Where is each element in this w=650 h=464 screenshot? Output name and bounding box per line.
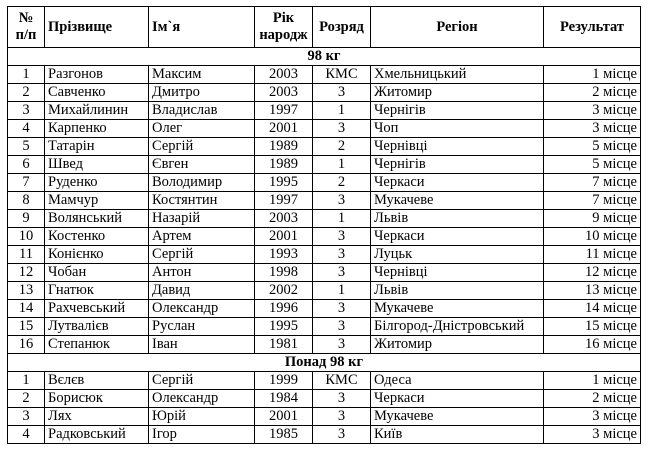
row-result: 11 місце [544, 246, 641, 264]
row-birth-year: 1984 [255, 390, 313, 408]
row-result: 5 місце [544, 156, 641, 174]
results-table-wrapper [7, 6, 641, 444]
row-result: 1 місце [544, 66, 641, 84]
results-table [7, 6, 641, 444]
row-name: Юрій [149, 408, 255, 426]
header-name: Ім`я [149, 7, 255, 48]
table-row [8, 282, 641, 300]
table-row [8, 84, 641, 102]
row-birth-year: 1993 [255, 246, 313, 264]
header-year [255, 7, 313, 48]
row-region: Хмельницький [371, 66, 544, 84]
row-region: Черкаси [371, 174, 544, 192]
row-surname: Рахчевський [45, 300, 149, 318]
row-surname: Швед [45, 156, 149, 174]
row-birth-year: 2003 [255, 66, 313, 84]
section-header-row [8, 48, 641, 66]
row-number: 3 [8, 102, 45, 120]
row-birth-year: 1997 [255, 102, 313, 120]
row-result: 10 місце [544, 228, 641, 246]
row-name: Сергій [149, 246, 255, 264]
row-birth-year: 1995 [255, 318, 313, 336]
row-number: 1 [8, 372, 45, 390]
row-name: Іван [149, 336, 255, 354]
row-surname: Лутвалієв [45, 318, 149, 336]
row-result: 3 місце [544, 120, 641, 138]
header-year-line1: Рік [272, 10, 295, 26]
header-rank: Розряд [313, 7, 371, 48]
row-surname: Вєлєв [45, 372, 149, 390]
row-surname: Костенко [45, 228, 149, 246]
row-region: Львів [371, 282, 544, 300]
row-region: Чернігів [371, 156, 544, 174]
table-row [8, 336, 641, 354]
table-row [8, 210, 641, 228]
row-number: 4 [8, 120, 45, 138]
row-region: Мукачеве [371, 300, 544, 318]
row-surname: Руденко [45, 174, 149, 192]
table-row [8, 390, 641, 408]
row-surname: Гнатюк [45, 282, 149, 300]
row-birth-year: 2001 [255, 228, 313, 246]
row-result: 14 місце [544, 300, 641, 318]
row-name: Давид [149, 282, 255, 300]
row-rank: 3 [313, 246, 371, 264]
row-region: Львів [371, 210, 544, 228]
row-rank: 1 [313, 282, 371, 300]
row-number: 2 [8, 390, 45, 408]
row-result: 7 місце [544, 192, 641, 210]
row-number: 3 [8, 408, 45, 426]
header-number [8, 7, 45, 48]
row-birth-year: 2003 [255, 84, 313, 102]
row-surname: Борисюк [45, 390, 149, 408]
row-region: Чоп [371, 120, 544, 138]
section-header-row [8, 354, 641, 372]
table-row [8, 66, 641, 84]
row-birth-year: 1989 [255, 138, 313, 156]
row-region: Житомир [371, 336, 544, 354]
row-region: Білгород-Дністровський [371, 318, 544, 336]
row-surname: Лях [45, 408, 149, 426]
row-result: 5 місце [544, 138, 641, 156]
section-title: 98 кг [8, 48, 641, 66]
row-rank: 3 [313, 264, 371, 282]
row-region: Київ [371, 426, 544, 444]
row-rank: КМС [313, 66, 371, 84]
row-result: 12 місце [544, 264, 641, 282]
row-number: 5 [8, 138, 45, 156]
row-birth-year: 1999 [255, 372, 313, 390]
table-body [8, 48, 641, 444]
table-row [8, 372, 641, 390]
row-name: Руслан [149, 318, 255, 336]
row-number: 10 [8, 228, 45, 246]
row-result: 1 місце [544, 372, 641, 390]
row-birth-year: 1981 [255, 336, 313, 354]
table-row [8, 228, 641, 246]
row-rank: 2 [313, 174, 371, 192]
table-row [8, 318, 641, 336]
row-name: Сергій [149, 138, 255, 156]
row-surname: Радковський [45, 426, 149, 444]
row-rank: 1 [313, 156, 371, 174]
row-region: Чернівці [371, 138, 544, 156]
row-surname: Конієнко [45, 246, 149, 264]
header-result: Результат [544, 7, 641, 48]
table-row [8, 120, 641, 138]
table-row [8, 426, 641, 444]
row-rank: 3 [313, 120, 371, 138]
row-rank: 3 [313, 408, 371, 426]
table-header [8, 7, 641, 48]
row-name: Володимир [149, 174, 255, 192]
row-result: 3 місце [544, 426, 641, 444]
row-birth-year: 1995 [255, 174, 313, 192]
row-name: Олег [149, 120, 255, 138]
row-number: 6 [8, 156, 45, 174]
row-rank: 3 [313, 426, 371, 444]
row-number: 7 [8, 174, 45, 192]
row-region: Чернігів [371, 102, 544, 120]
header-region: Регіон [371, 7, 544, 48]
header-row [8, 7, 641, 48]
row-number: 14 [8, 300, 45, 318]
row-number: 2 [8, 84, 45, 102]
row-result: 3 місце [544, 102, 641, 120]
row-number: 16 [8, 336, 45, 354]
table-row [8, 408, 641, 426]
row-number: 12 [8, 264, 45, 282]
row-birth-year: 1998 [255, 264, 313, 282]
row-birth-year: 2001 [255, 120, 313, 138]
row-rank: 1 [313, 210, 371, 228]
row-rank: 3 [313, 300, 371, 318]
row-name: Олександр [149, 390, 255, 408]
row-name: Максим [149, 66, 255, 84]
row-surname: Разгонов [45, 66, 149, 84]
row-region: Черкаси [371, 228, 544, 246]
row-result: 13 місце [544, 282, 641, 300]
row-birth-year: 2001 [255, 408, 313, 426]
row-number: 9 [8, 210, 45, 228]
row-number: 13 [8, 282, 45, 300]
row-region: Чернівці [371, 264, 544, 282]
table-row [8, 192, 641, 210]
row-rank: 3 [313, 318, 371, 336]
row-number: 11 [8, 246, 45, 264]
row-birth-year: 2003 [255, 210, 313, 228]
row-name: Євген [149, 156, 255, 174]
row-rank: 3 [313, 84, 371, 102]
row-name: Костянтин [149, 192, 255, 210]
row-birth-year: 2002 [255, 282, 313, 300]
table-row [8, 102, 641, 120]
row-region: Мукачеве [371, 408, 544, 426]
row-name: Антон [149, 264, 255, 282]
row-surname: Волянський [45, 210, 149, 228]
row-name: Артем [149, 228, 255, 246]
row-number: 15 [8, 318, 45, 336]
row-surname: Михайлинин [45, 102, 149, 120]
row-number: 1 [8, 66, 45, 84]
row-number: 8 [8, 192, 45, 210]
row-result: 15 місце [544, 318, 641, 336]
row-birth-year: 1989 [255, 156, 313, 174]
row-name: Сергій [149, 372, 255, 390]
row-surname: Карпенко [45, 120, 149, 138]
row-result: 9 місце [544, 210, 641, 228]
row-region: Одеса [371, 372, 544, 390]
table-row [8, 264, 641, 282]
row-number: 4 [8, 426, 45, 444]
header-number-line2: п/п [15, 27, 37, 43]
header-number-line1: № [18, 10, 34, 26]
table-row [8, 174, 641, 192]
row-birth-year: 1997 [255, 192, 313, 210]
row-name: Владислав [149, 102, 255, 120]
row-rank: 3 [313, 390, 371, 408]
row-rank: 3 [313, 336, 371, 354]
row-region: Житомир [371, 84, 544, 102]
row-result: 2 місце [544, 390, 641, 408]
row-result: 2 місце [544, 84, 641, 102]
row-region: Черкаси [371, 390, 544, 408]
header-year-line2: народж [259, 27, 308, 43]
table-row [8, 138, 641, 156]
row-birth-year: 1985 [255, 426, 313, 444]
section-title: Понад 98 кг [8, 354, 641, 372]
row-surname: Татарін [45, 138, 149, 156]
row-result: 3 місце [544, 408, 641, 426]
row-surname: Мамчур [45, 192, 149, 210]
row-surname: Савченко [45, 84, 149, 102]
row-rank: 3 [313, 192, 371, 210]
row-rank: 2 [313, 138, 371, 156]
row-surname: Чобан [45, 264, 149, 282]
header-surname: Прізвище [45, 7, 149, 48]
row-surname: Степанюк [45, 336, 149, 354]
table-row [8, 300, 641, 318]
table-row [8, 156, 641, 174]
row-rank: 3 [313, 228, 371, 246]
row-rank: 1 [313, 102, 371, 120]
table-row [8, 246, 641, 264]
row-name: Ігор [149, 426, 255, 444]
row-rank: КМС [313, 372, 371, 390]
row-result: 16 місце [544, 336, 641, 354]
row-result: 7 місце [544, 174, 641, 192]
row-name: Олександр [149, 300, 255, 318]
row-region: Луцьк [371, 246, 544, 264]
row-birth-year: 1996 [255, 300, 313, 318]
row-name: Дмитро [149, 84, 255, 102]
row-region: Мукачеве [371, 192, 544, 210]
row-name: Назарій [149, 210, 255, 228]
